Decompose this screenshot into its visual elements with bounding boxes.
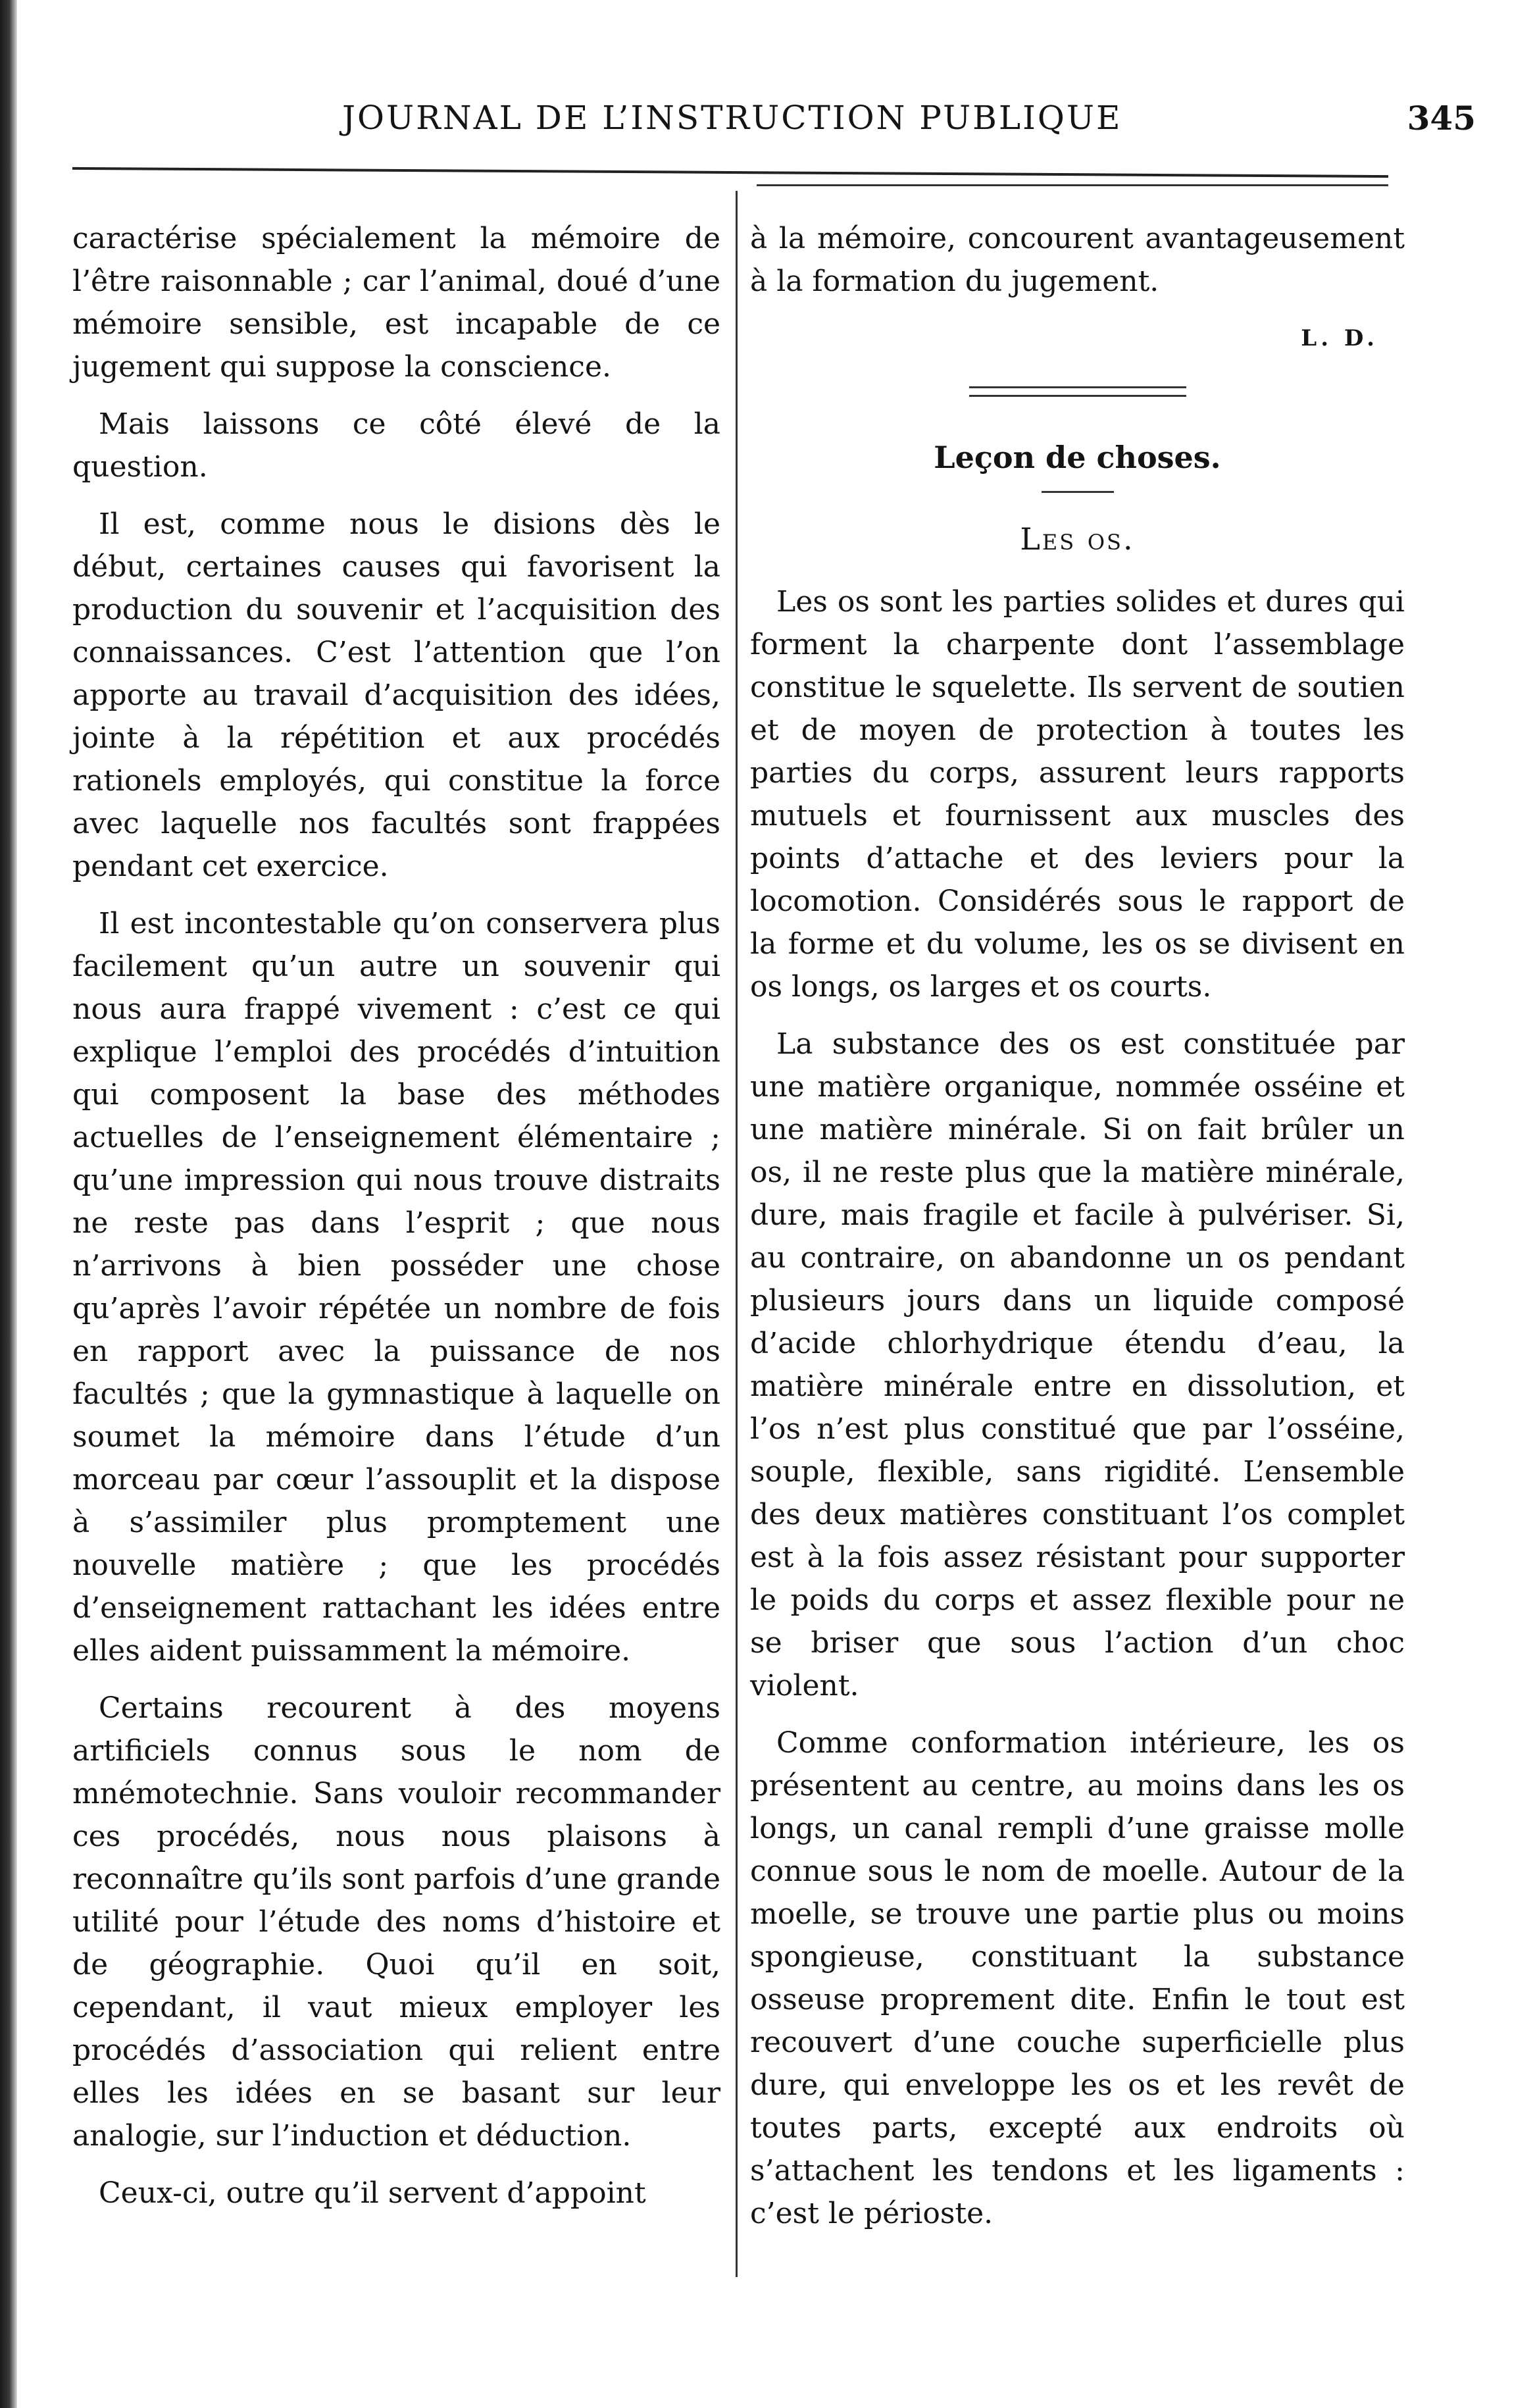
book-spine-shadow bbox=[0, 0, 17, 2408]
section-separator bbox=[969, 386, 1186, 397]
paragraph: Mais laissons ce côté élevé de la question. bbox=[72, 407, 720, 484]
continuation-paragraph: à la mémoire, concourent avantageusement à la formation du jugement. bbox=[750, 222, 1405, 298]
paragraph: caractérise spécialement la mémoire de l’être raisonnable ; car l’animal, doué d’une mémoire sensible, est incapable de ce jugement qui suppose la conscience. bbox=[72, 222, 720, 384]
header-rule-secondary bbox=[757, 184, 1388, 186]
paragraph: Il est, comme nous le disions dès le début, certaines causes qui favorisent la production du souvenir et l’acquisition des connaissances. C’est l’attention que l’on apporte au travail d’acquisition des idées, jointe à la répétition et aux procédés rationels employés, qui constitue la force avec laquelle nos facultés sont frappées pendant cet exercice. bbox=[72, 507, 720, 883]
subsection-title: Les os. bbox=[1020, 521, 1135, 557]
paragraph: Certains recourent à des moyens artificiels connus sous le nom de mnémotechnie. Sans vouloir recommander ces procédés, nous nous plaisons à reconnaître qu’ils sont parfois d’une grande utilité pour l’étude des noms d’histoire et de géographie. Quoi qu’il en soit, cependant, il vaut mieux employer les procédés d’association qui relient entre elles les idées en se basant sur leur analogie, sur l’induction et déduction. bbox=[72, 1691, 720, 2153]
paragraph: Comme conformation intérieure, les os présentent au centre, au moins dans les os longs, un canal rempli d’une graisse molle connue sous le nom de moelle. Autour de la moelle, se trouve une partie plus ou moins spongieuse, constituant la substance osseuse proprement dite. Enfin le tout est recouvert d’une couche superficielle plus dure, qui enveloppe les os et les revêt de toutes parts, excepté aux endroits où s’attachent les tendons et les ligaments : c’est le périoste. bbox=[750, 1726, 1405, 2230]
header-rule bbox=[72, 167, 1388, 178]
paragraph: La substance des os est constituée par une matière organique, nommée osséine et une matière minérale. Si on fait brûler un os, il ne reste plus que la matière minérale, dure, mais fragile et facile à pulvériser. Si, au contraire, on abandonne un os pendant plusieurs jours dans un liquide composé d’acide chlorhydrique étendu d’eau, la matière minérale entre en dissolution, et l’os n’est plus constitué que par l’osséine, souple, flexible, sans rigidité. L’ensemble des deux matières constituant l’os complet est à la fois assez résistant pour supporter le poids du corps et assez flexible pour ne se briser que sous l’action d’un choc violent. bbox=[750, 1027, 1405, 1703]
left-column bbox=[72, 217, 720, 2229]
paragraph: Les os sont les parties solides et dures qui forment la charpente dont l’assemblage constitue le squelette. Ils servent de soutien et de moyen de protection à toutes les parties du corps, assurent leurs rapports mutuels et fournissent aux muscles des points d’attache et des leviers pour la locomotion. Considérés sous le rapport de la forme et du volume, les os se divisent en os longs, os larges et os courts. bbox=[750, 585, 1405, 1004]
author-signature: L. D. bbox=[1301, 325, 1378, 351]
paragraph: Il est incontestable qu’on conservera plus facilement qu’un autre un souvenir qui nous aura frappé vivement : c’est ce qui explique l’emploi des procédés d’intuition qui composent la base des méthodes actuelles de l’enseignement élémentaire ; qu’une impression qui nous trouve distraits ne reste pas dans l’esprit ; que nous n’arrivons à bien posséder une chose qu’après l’avoir répétée un nombre de fois en rapport avec la puissance de nos facultés ; que la gymnastique à laquelle on soumet la mémoire dans l’étude d’un morceau par cœur l’assouplit et la dispose à s’assimiler plus promptement une nouvelle matière ; que les procédés d’enseignement rattachant les idées entre elles aident puissamment la mémoire. bbox=[72, 907, 720, 1668]
running-title: JOURNAL DE L’INSTRUCTION PUBLIQUE bbox=[342, 99, 1122, 137]
right-column bbox=[750, 217, 1405, 2249]
section-title: Leçon de choses. bbox=[934, 440, 1221, 475]
column-divider bbox=[736, 191, 738, 2277]
page-number: 345 bbox=[1407, 99, 1476, 138]
paragraph: Ceux-ci, outre qu’il servent d’appoint bbox=[99, 2176, 646, 2210]
title-rule bbox=[1042, 491, 1114, 493]
page-header bbox=[72, 99, 1476, 151]
